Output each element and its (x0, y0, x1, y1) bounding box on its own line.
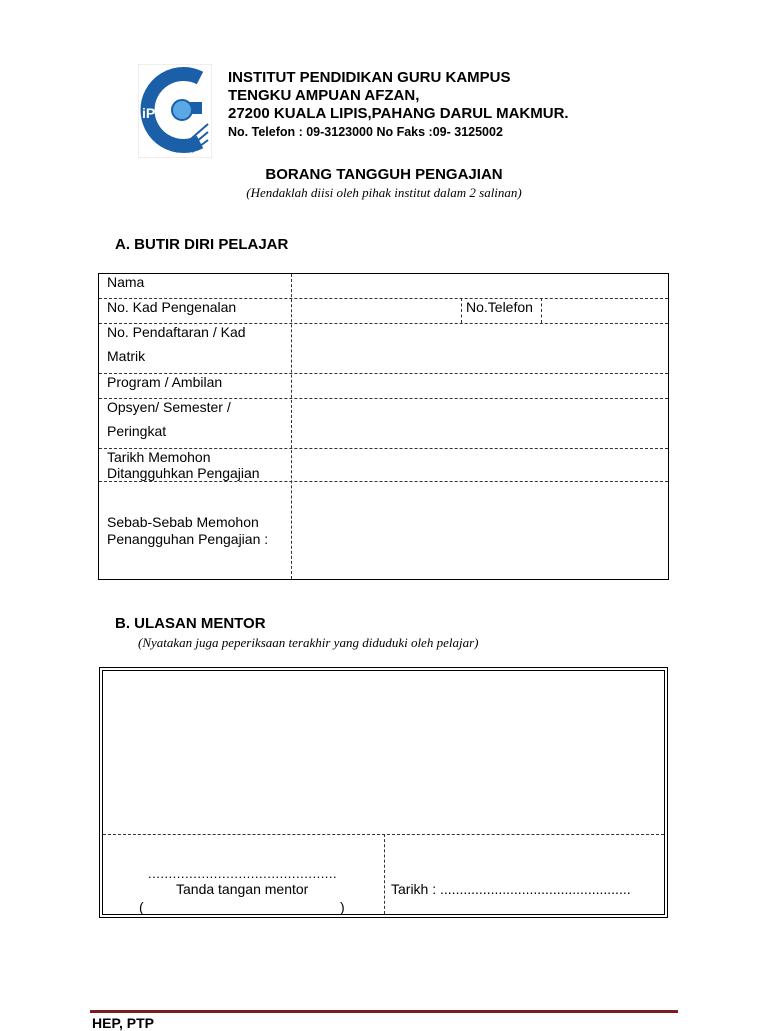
label-telefon: No.Telefon (466, 299, 533, 315)
signature-label: Tanda tangan mentor (176, 881, 309, 897)
form-subtitle: (Hendaklah diisi oleh pihak institut dalam 2 salinan) (246, 185, 522, 200)
institute-address: 27200 KUALA LIPIS,PAHANG DARUL MAKMUR. (228, 105, 569, 122)
label-opsyen-line1: Opsyen/ Semester / (107, 399, 231, 415)
program-field[interactable] (292, 374, 668, 398)
label-sebab-line2: Penangguhan Pengajian : (107, 531, 269, 547)
section-a-heading: A. BUTIR DIRI PELAJAR (115, 236, 289, 253)
mentor-review-field[interactable] (103, 671, 664, 834)
institute-name-line1: INSTITUT PENDIDIKAN GURU KAMPUS (228, 69, 511, 86)
opsyen-field[interactable] (292, 399, 668, 448)
tarikh-field[interactable] (292, 449, 668, 481)
label-program: Program / Ambilan (107, 374, 223, 390)
form-title: BORANG TANGGUH PENGAJIAN (265, 166, 503, 183)
institute-logo (138, 64, 212, 158)
name-paren-close: ) (340, 899, 345, 915)
sebab-field[interactable] (292, 482, 668, 578)
pendaftaran-field[interactable] (292, 324, 668, 373)
student-details-table (98, 273, 669, 580)
footer-text: HEP, PTP (92, 1015, 154, 1031)
label-tarikh-line2: Ditangguhkan Pengajian (107, 465, 260, 481)
label-nama: Nama (107, 274, 145, 290)
label-kad-pengenalan: No. Kad Pengenalan (107, 299, 237, 315)
label-pendaftaran-line2: Matrik (107, 348, 146, 364)
institute-contact: No. Telefon : 09-3123000 No Faks :09- 3125002 (228, 125, 503, 139)
signature-line[interactable]: .............................................. (148, 866, 338, 881)
label-opsyen-line2: Peringkat (107, 423, 167, 439)
label-pendaftaran-line1: No. Pendaftaran / Kad (107, 324, 246, 340)
section-b-heading: B. ULASAN MENTOR (115, 615, 266, 632)
label-sebab-line1: Sebab-Sebab Memohon (107, 514, 259, 530)
mentor-date-field[interactable]: Tarikh : ................................................. (391, 881, 631, 897)
name-paren-open: ( (139, 899, 144, 915)
section-b-note: (Nyatakan juga peperiksaan terakhir yang diduduki oleh pelajar) (138, 635, 479, 650)
logo-text: iPG (142, 105, 167, 121)
institute-name-line2: TENGKU AMPUAN AFZAN, (228, 87, 420, 104)
label-tarikh-line1: Tarikh Memohon (107, 449, 211, 465)
footer-divider (90, 1010, 678, 1013)
kad-pengenalan-field[interactable] (292, 299, 460, 323)
telefon-field[interactable] (542, 299, 668, 323)
